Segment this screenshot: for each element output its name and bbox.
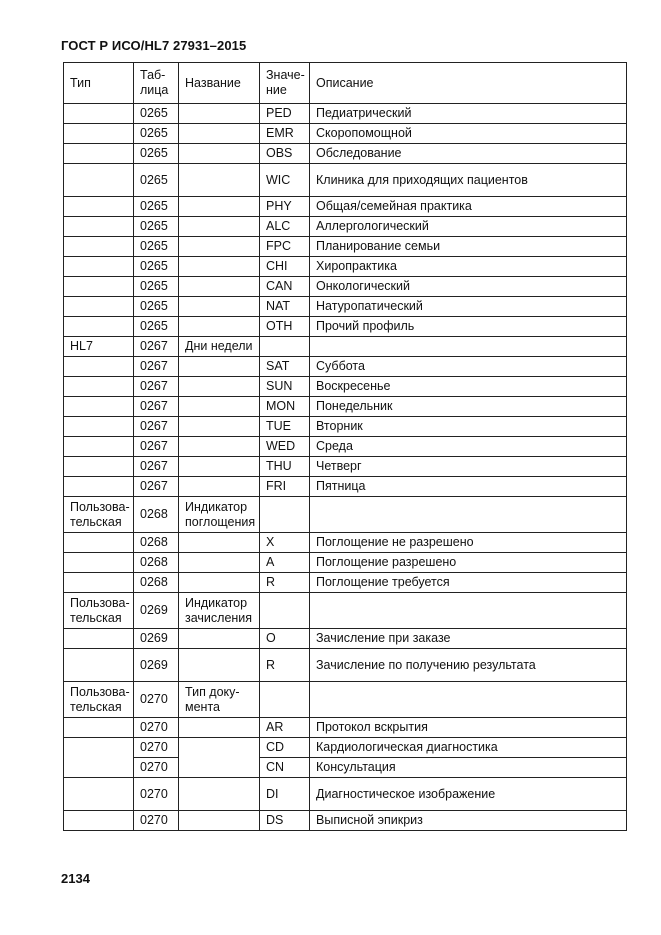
row-description-cell: Кардиологическая диагностика xyxy=(310,738,627,758)
table-row xyxy=(64,738,627,758)
row-type-cell xyxy=(64,124,134,144)
row-value-cell: SUN xyxy=(260,377,310,397)
row-description-cell: Поглощение разрешено xyxy=(310,553,627,573)
row-value-cell: NAT xyxy=(260,297,310,317)
row-table-cell: 0268 xyxy=(134,553,179,573)
row-type-cell xyxy=(64,477,134,497)
row-description-cell: Клиника для приходящих пациентов xyxy=(310,164,627,197)
table-row xyxy=(64,758,627,778)
row-name-cell xyxy=(179,377,260,397)
row-value-cell: X xyxy=(260,533,310,553)
row-description-cell: Выписной эпикриз xyxy=(310,811,627,831)
table-row xyxy=(64,682,627,718)
row-value-cell xyxy=(260,337,310,357)
row-description-cell: Воскресенье xyxy=(310,377,627,397)
row-value-cell xyxy=(260,682,310,718)
row-type-cell xyxy=(64,629,134,649)
row-name-cell: Дни недели xyxy=(179,337,260,357)
row-table-cell: 0269 xyxy=(134,593,179,629)
table-row xyxy=(64,718,627,738)
table-row xyxy=(64,457,627,477)
table-row xyxy=(64,553,627,573)
table-body xyxy=(64,104,627,831)
row-name-cell xyxy=(179,738,260,778)
row-type-cell xyxy=(64,397,134,417)
row-name-cell xyxy=(179,573,260,593)
row-type-cell xyxy=(64,457,134,477)
row-table-cell: 0269 xyxy=(134,629,179,649)
row-type-cell xyxy=(64,778,134,811)
table-row xyxy=(64,164,627,197)
row-description-cell: Скоропомощной xyxy=(310,124,627,144)
table-row xyxy=(64,277,627,297)
row-name-cell xyxy=(179,277,260,297)
row-name-cell xyxy=(179,629,260,649)
row-table-cell: 0267 xyxy=(134,437,179,457)
row-value-cell: DS xyxy=(260,811,310,831)
row-value-cell: CHI xyxy=(260,257,310,277)
row-table-cell: 0270 xyxy=(134,778,179,811)
row-type-cell: Пользова- тельская xyxy=(64,593,134,629)
row-name-cell xyxy=(179,553,260,573)
table-row xyxy=(64,397,627,417)
row-value-cell: CN xyxy=(260,758,310,778)
row-value-cell: ALC xyxy=(260,217,310,237)
table-row xyxy=(64,573,627,593)
table-row xyxy=(64,104,627,124)
row-table-cell: 0267 xyxy=(134,477,179,497)
row-name-cell xyxy=(179,477,260,497)
row-name-cell xyxy=(179,104,260,124)
table-row xyxy=(64,337,627,357)
row-table-cell: 0268 xyxy=(134,497,179,533)
row-value-cell xyxy=(260,497,310,533)
row-value-cell: A xyxy=(260,553,310,573)
row-table-cell: 0265 xyxy=(134,197,179,217)
row-value-cell: PHY xyxy=(260,197,310,217)
row-value-cell: CAN xyxy=(260,277,310,297)
row-type-cell xyxy=(64,811,134,831)
row-value-cell: SAT xyxy=(260,357,310,377)
row-table-cell: 0270 xyxy=(134,718,179,738)
row-type-cell xyxy=(64,144,134,164)
row-type-cell xyxy=(64,317,134,337)
row-table-cell: 0265 xyxy=(134,104,179,124)
row-description-cell: Суббота xyxy=(310,357,627,377)
row-type-cell: Пользова- тельская xyxy=(64,682,134,718)
row-name-cell xyxy=(179,533,260,553)
table-row xyxy=(64,217,627,237)
row-type-cell xyxy=(64,237,134,257)
document-header: ГОСТ Р ИСО/HL7 27931–2015 xyxy=(61,38,247,53)
row-description-cell: Аллергологический xyxy=(310,217,627,237)
row-value-cell: OBS xyxy=(260,144,310,164)
column-header-table: Таб- лица xyxy=(134,63,179,104)
row-description-cell: Прочий профиль xyxy=(310,317,627,337)
row-table-cell: 0268 xyxy=(134,573,179,593)
table-row xyxy=(64,257,627,277)
row-description-cell: Пятница xyxy=(310,477,627,497)
row-value-cell: AR xyxy=(260,718,310,738)
row-description-cell: Педиатрический xyxy=(310,104,627,124)
row-type-cell xyxy=(64,573,134,593)
row-name-cell xyxy=(179,457,260,477)
row-description-cell xyxy=(310,682,627,718)
row-value-cell: PED xyxy=(260,104,310,124)
row-type-cell xyxy=(64,297,134,317)
row-description-cell: Обследование xyxy=(310,144,627,164)
row-value-cell: DI xyxy=(260,778,310,811)
row-table-cell: 0269 xyxy=(134,649,179,682)
row-name-cell xyxy=(179,811,260,831)
column-header-name: Название xyxy=(179,63,260,104)
row-table-cell: 0267 xyxy=(134,417,179,437)
row-name-cell xyxy=(179,437,260,457)
row-value-cell: MON xyxy=(260,397,310,417)
row-value-cell: TUE xyxy=(260,417,310,437)
row-table-cell: 0267 xyxy=(134,457,179,477)
row-name-cell xyxy=(179,417,260,437)
row-table-cell: 0267 xyxy=(134,397,179,417)
row-description-cell xyxy=(310,497,627,533)
row-type-cell xyxy=(64,718,134,738)
row-name-cell xyxy=(179,217,260,237)
row-description-cell: Онкологический xyxy=(310,277,627,297)
table-row xyxy=(64,377,627,397)
row-description-cell: Вторник xyxy=(310,417,627,437)
row-description-cell: Протокол вскрытия xyxy=(310,718,627,738)
row-table-cell: 0270 xyxy=(134,682,179,718)
table-row xyxy=(64,811,627,831)
table-row xyxy=(64,357,627,377)
row-name-cell xyxy=(179,357,260,377)
row-type-cell xyxy=(64,257,134,277)
table-row xyxy=(64,533,627,553)
row-description-cell: Зачисление при заказе xyxy=(310,629,627,649)
row-name-cell xyxy=(179,649,260,682)
row-name-cell xyxy=(179,197,260,217)
page-number: 2134 xyxy=(61,871,90,886)
row-type-cell xyxy=(64,217,134,237)
row-table-cell: 0265 xyxy=(134,217,179,237)
row-table-cell: 0265 xyxy=(134,124,179,144)
row-name-cell xyxy=(179,778,260,811)
column-header-type: Тип xyxy=(64,63,134,104)
row-value-cell: EMR xyxy=(260,124,310,144)
column-header-description: Описание xyxy=(310,63,627,104)
row-name-cell xyxy=(179,257,260,277)
row-type-cell xyxy=(64,649,134,682)
row-table-cell: 0267 xyxy=(134,377,179,397)
table-row xyxy=(64,778,627,811)
row-type-cell: Пользова- тельская xyxy=(64,497,134,533)
row-table-cell: 0265 xyxy=(134,237,179,257)
row-name-cell xyxy=(179,124,260,144)
row-table-cell: 0265 xyxy=(134,164,179,197)
row-value-cell: O xyxy=(260,629,310,649)
row-table-cell: 0265 xyxy=(134,257,179,277)
row-table-cell: 0267 xyxy=(134,337,179,357)
row-table-cell: 0265 xyxy=(134,277,179,297)
code-table xyxy=(63,62,627,831)
row-value-cell: WED xyxy=(260,437,310,457)
row-type-cell xyxy=(64,533,134,553)
row-type-cell: HL7 xyxy=(64,337,134,357)
row-value-cell: OTH xyxy=(260,317,310,337)
table-row xyxy=(64,649,627,682)
row-value-cell: THU xyxy=(260,457,310,477)
table-row xyxy=(64,297,627,317)
row-value-cell: R xyxy=(260,573,310,593)
row-name-cell xyxy=(179,718,260,738)
row-value-cell: CD xyxy=(260,738,310,758)
row-name-cell xyxy=(179,317,260,337)
row-name-cell: Индикатор поглощения xyxy=(179,497,260,533)
row-description-cell: Зачисление по получению результата xyxy=(310,649,627,682)
table-row xyxy=(64,437,627,457)
table-row xyxy=(64,477,627,497)
row-table-cell: 0265 xyxy=(134,297,179,317)
table-row xyxy=(64,497,627,533)
row-description-cell: Консультация xyxy=(310,758,627,778)
row-table-cell: 0265 xyxy=(134,144,179,164)
row-name-cell: Индикатор зачисления xyxy=(179,593,260,629)
row-name-cell xyxy=(179,164,260,197)
row-table-cell: 0270 xyxy=(134,758,179,778)
row-description-cell: Среда xyxy=(310,437,627,457)
row-description-cell xyxy=(310,337,627,357)
table-header-row xyxy=(64,63,627,104)
row-value-cell: FPC xyxy=(260,237,310,257)
row-table-cell: 0270 xyxy=(134,738,179,758)
table-row xyxy=(64,197,627,217)
row-type-cell xyxy=(64,417,134,437)
row-type-cell xyxy=(64,104,134,124)
row-description-cell: Четверг xyxy=(310,457,627,477)
column-header-value: Значе- ние xyxy=(260,63,310,104)
row-table-cell: 0265 xyxy=(134,317,179,337)
row-type-cell xyxy=(64,377,134,397)
row-value-cell: R xyxy=(260,649,310,682)
row-table-cell: 0267 xyxy=(134,357,179,377)
row-type-cell xyxy=(64,553,134,573)
table-row xyxy=(64,237,627,257)
row-value-cell: FRI xyxy=(260,477,310,497)
row-table-cell: 0268 xyxy=(134,533,179,553)
row-value-cell: WIC xyxy=(260,164,310,197)
row-name-cell xyxy=(179,144,260,164)
row-name-cell: Тип доку- мента xyxy=(179,682,260,718)
row-name-cell xyxy=(179,297,260,317)
row-description-cell: Хиропрактика xyxy=(310,257,627,277)
row-type-cell xyxy=(64,357,134,377)
table-row xyxy=(64,629,627,649)
row-type-cell xyxy=(64,738,134,778)
row-description-cell: Натуропатический xyxy=(310,297,627,317)
row-description-cell: Поглощение не разрешено xyxy=(310,533,627,553)
row-type-cell xyxy=(64,437,134,457)
row-name-cell xyxy=(179,397,260,417)
row-type-cell xyxy=(64,277,134,297)
row-description-cell: Поглощение требуется xyxy=(310,573,627,593)
row-type-cell xyxy=(64,197,134,217)
table-row xyxy=(64,593,627,629)
row-description-cell: Планирование семьи xyxy=(310,237,627,257)
row-value-cell xyxy=(260,593,310,629)
row-description-cell: Диагностическое изображение xyxy=(310,778,627,811)
row-description-cell: Общая/семейная практика xyxy=(310,197,627,217)
table-row xyxy=(64,144,627,164)
table-row xyxy=(64,124,627,144)
row-description-cell: Понедельник xyxy=(310,397,627,417)
row-name-cell xyxy=(179,237,260,257)
row-table-cell: 0270 xyxy=(134,811,179,831)
row-description-cell xyxy=(310,593,627,629)
table-row xyxy=(64,417,627,437)
table-row xyxy=(64,317,627,337)
row-type-cell xyxy=(64,164,134,197)
